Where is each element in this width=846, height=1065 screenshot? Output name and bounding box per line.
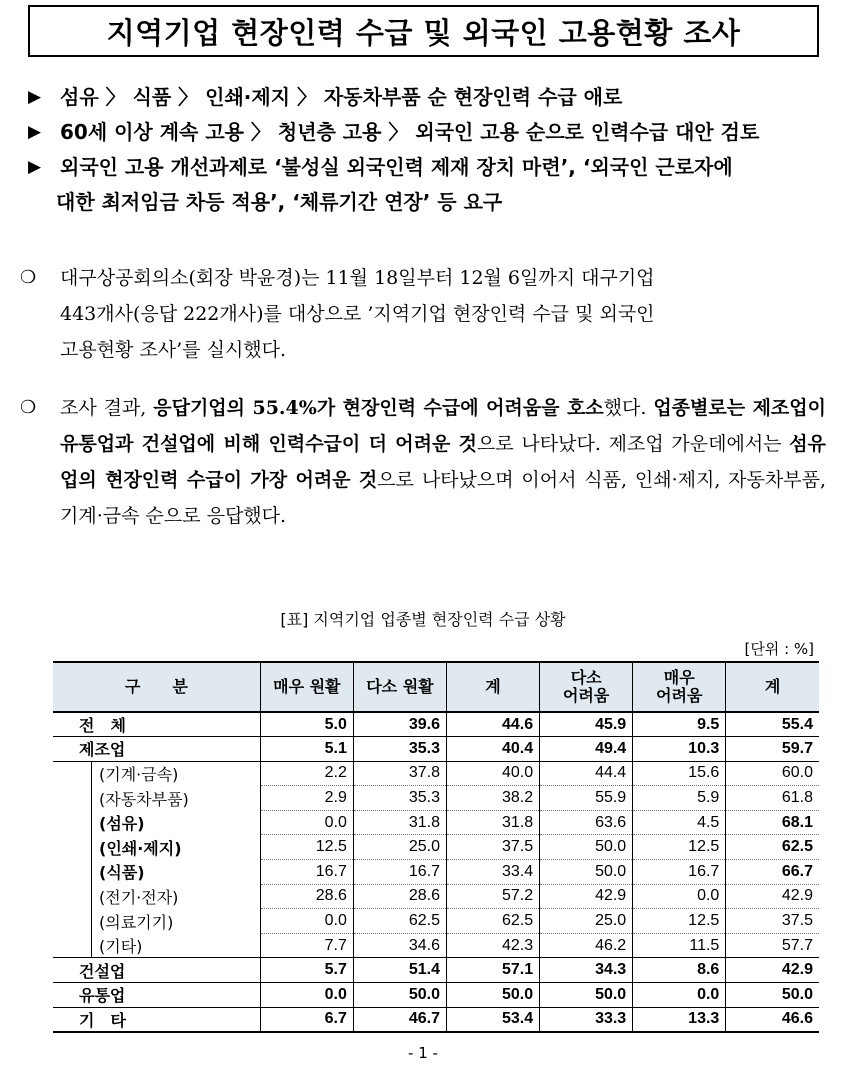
table-cell: 37.5 <box>726 909 819 934</box>
document-title: 지역기업 현장인력 수급 및 외국인 고용현황 조사 <box>106 15 741 50</box>
table-cell: 39.6 <box>353 712 446 737</box>
summary-text: 외국인 고용 개선과제로 ‘불성실 외국인력 제재 장치 마련’, ‘외국인 근로자에 <box>60 155 733 179</box>
header-line: 어려움 <box>562 686 610 705</box>
summary-text: 섬유 〉 식품 〉 인쇄·제지 〉 자동차부품 순 현장인력 수급 애로 <box>60 85 623 109</box>
text-run-bold: 응답기업의 55.4%가 현장인력 수급에 어려움을 호소 <box>153 397 604 419</box>
header-subtotal-difficult: 계 <box>726 662 819 712</box>
header-line: 다소 <box>570 668 602 687</box>
table-cell: 62.5 <box>726 835 819 860</box>
table-cell: 12.5 <box>260 835 353 860</box>
table-cell: 37.8 <box>353 761 446 786</box>
table-cell: 7.7 <box>260 933 353 958</box>
table-cell: 5.9 <box>633 786 726 811</box>
table-cell: 40.4 <box>446 737 539 762</box>
row-label: (자동차부품) <box>53 786 260 811</box>
table-cell: 9.5 <box>633 712 726 737</box>
table-cell: 10.3 <box>633 737 726 762</box>
row-label: 유통업 <box>53 983 260 1008</box>
table-cell: 66.7 <box>726 860 819 885</box>
table-row <box>53 810 819 835</box>
table-row <box>53 712 819 737</box>
table-cell: 62.5 <box>353 909 446 934</box>
table-cell: 42.9 <box>540 884 633 909</box>
row-label: (전기·전자) <box>53 884 260 909</box>
table-row <box>53 761 819 786</box>
text-run: 으로 나타났다. 제조업 가운데에서는 <box>476 433 790 455</box>
table-cell: 38.2 <box>446 786 539 811</box>
paragraph-survey-results <box>20 390 826 534</box>
table-cell: 12.5 <box>633 909 726 934</box>
header-line: 어려움 <box>656 686 703 705</box>
table-cell: 12.5 <box>633 835 726 860</box>
circle-bullet-icon: ❍ <box>20 267 37 288</box>
table-cell: 28.6 <box>260 884 353 909</box>
page-number: - 1 - <box>408 1044 438 1062</box>
row-label: 전 체 <box>53 712 260 737</box>
table-cell: 68.1 <box>726 810 819 835</box>
table-cell: 37.5 <box>446 835 539 860</box>
row-label: (기타) <box>53 933 260 958</box>
table-cell: 50.0 <box>446 983 539 1008</box>
table-cell: 61.8 <box>726 786 819 811</box>
table-cell: 34.6 <box>353 933 446 958</box>
triangle-bullet-icon: ▶ <box>28 122 42 142</box>
header-somewhat-difficult <box>540 662 633 712</box>
table-cell: 49.4 <box>540 737 633 762</box>
paragraph-text <box>60 260 826 368</box>
table-cell: 59.7 <box>726 737 819 762</box>
row-label: 기 타 <box>53 1007 260 1032</box>
row-label: (식품) <box>53 860 260 885</box>
summary-item <box>28 150 828 185</box>
header-line: 매우 <box>663 668 695 687</box>
table-cell: 0.0 <box>260 909 353 934</box>
table-cell: 5.1 <box>260 737 353 762</box>
header-very-smooth: 매우 원활 <box>260 662 353 712</box>
table-cell: 5.7 <box>260 958 353 983</box>
row-label: (기계·금속) <box>53 761 260 786</box>
table-cell: 63.6 <box>540 810 633 835</box>
row-label: (의료기기) <box>53 909 260 934</box>
table-cell: 28.6 <box>353 884 446 909</box>
table-cell: 60.0 <box>726 761 819 786</box>
row-label: (섬유) <box>53 810 260 835</box>
triangle-bullet-icon: ▶ <box>28 157 42 177</box>
paragraph-line: 대구상공회의소(회장 박윤경)는 11월 18일부터 12월 6일까지 대구기업 <box>60 267 655 289</box>
table-cell: 42.9 <box>726 884 819 909</box>
triangle-bullet-icon: ▶ <box>28 87 42 107</box>
row-label: 건설업 <box>53 958 260 983</box>
summary-block <box>28 80 828 220</box>
table-row <box>53 909 819 934</box>
workforce-table <box>53 661 819 1033</box>
table-cell: 46.2 <box>540 933 633 958</box>
header-subtotal-smooth: 계 <box>446 662 539 712</box>
summary-text: 대한 최저임금 차등 적용’, ‘체류기간 연장’ 등 요구 <box>56 190 503 214</box>
table-cell: 16.7 <box>353 860 446 885</box>
text-run: 했다. <box>603 397 654 419</box>
table-row <box>53 958 819 983</box>
table-cell: 0.0 <box>633 884 726 909</box>
table-cell: 0.0 <box>633 983 726 1008</box>
table-cell: 16.7 <box>260 860 353 885</box>
text-run: 조사 결과, <box>60 397 154 419</box>
table-cell: 31.8 <box>446 810 539 835</box>
table-row <box>53 737 819 762</box>
summary-item <box>28 115 828 150</box>
table-cell: 55.4 <box>726 712 819 737</box>
text-run: 으로 나타났으며 이어서 식품, 인쇄·제지, 자동차부품, 기계·금속 순으로 응답했다. <box>60 469 826 527</box>
text-run-bold: 업종별로는 제조업이 유통업과 건설업에 비해 인력수급이 더 어려운 것 <box>60 397 826 455</box>
table-cell: 40.0 <box>446 761 539 786</box>
table-cell: 50.0 <box>726 983 819 1008</box>
paragraph-line: 고용현황 조사’를 실시했다. <box>60 339 287 361</box>
table-cell: 55.9 <box>540 786 633 811</box>
paragraph-line: 443개사(응답 222개사)를 대상으로 ’지역기업 현장인력 수급 및 외국인 <box>60 303 655 325</box>
table-row <box>53 1007 819 1032</box>
table-cell: 34.3 <box>540 958 633 983</box>
text-run-bold: 섬유업의 현장인력 수급이 가장 어려운 것 <box>60 433 826 491</box>
table-cell: 16.7 <box>633 860 726 885</box>
row-label: 제조업 <box>53 737 260 762</box>
table-cell: 35.3 <box>353 786 446 811</box>
table-cell: 11.5 <box>633 933 726 958</box>
table-cell: 51.4 <box>353 958 446 983</box>
summary-text: 60세 이상 계속 고용 〉 청년층 고용 〉 외국인 고용 순으로 인력수급 대안 검토 <box>60 120 760 144</box>
table-cell: 0.0 <box>260 983 353 1008</box>
table-cell: 6.7 <box>260 1007 353 1032</box>
table-cell: 46.6 <box>726 1007 819 1032</box>
table-cell: 45.9 <box>540 712 633 737</box>
table-cell: 62.5 <box>446 909 539 934</box>
table-cell: 50.0 <box>540 835 633 860</box>
table-cell: 50.0 <box>540 860 633 885</box>
table-cell: 0.0 <box>260 810 353 835</box>
paragraph-text <box>60 390 826 534</box>
table-cell: 44.4 <box>540 761 633 786</box>
table-header-row <box>53 662 819 712</box>
table-cell: 25.0 <box>353 835 446 860</box>
table-cell: 8.6 <box>633 958 726 983</box>
table-body <box>53 712 819 1032</box>
table-cell: 25.0 <box>540 909 633 934</box>
table-cell: 57.2 <box>446 884 539 909</box>
table-cell: 31.8 <box>353 810 446 835</box>
table-cell: 4.5 <box>633 810 726 835</box>
table-cell: 15.6 <box>633 761 726 786</box>
table-row <box>53 860 819 885</box>
circle-bullet-icon: ❍ <box>20 397 37 418</box>
table-cell: 42.3 <box>446 933 539 958</box>
table-cell: 13.3 <box>633 1007 726 1032</box>
summary-item <box>28 80 828 115</box>
table-row <box>53 933 819 958</box>
summary-item-continued <box>28 185 828 220</box>
row-label: (인쇄·제지) <box>53 835 260 860</box>
table-row <box>53 983 819 1008</box>
header-category: 구 분 <box>53 662 260 712</box>
table-cell: 57.1 <box>446 958 539 983</box>
table-cell: 33.3 <box>540 1007 633 1032</box>
table-cell: 50.0 <box>353 983 446 1008</box>
header-very-difficult <box>633 662 726 712</box>
table-cell: 53.4 <box>446 1007 539 1032</box>
header-somewhat-smooth: 다소 원활 <box>353 662 446 712</box>
table-row <box>53 835 819 860</box>
table-row <box>53 786 819 811</box>
table-cell: 5.0 <box>260 712 353 737</box>
table-caption: [표] 지역기업 업종별 현장인력 수급 상황 <box>280 610 566 629</box>
table-cell: 2.2 <box>260 761 353 786</box>
document-title-box <box>28 5 819 57</box>
table-cell: 44.6 <box>446 712 539 737</box>
table-cell: 42.9 <box>726 958 819 983</box>
table-cell: 35.3 <box>353 737 446 762</box>
table-row <box>53 884 819 909</box>
table-cell: 33.4 <box>446 860 539 885</box>
table-unit: [단위 : %] <box>744 640 814 658</box>
paragraph-survey-intro <box>20 260 826 368</box>
table-cell: 2.9 <box>260 786 353 811</box>
table-cell: 46.7 <box>353 1007 446 1032</box>
table-cell: 57.7 <box>726 933 819 958</box>
table-cell: 50.0 <box>540 983 633 1008</box>
